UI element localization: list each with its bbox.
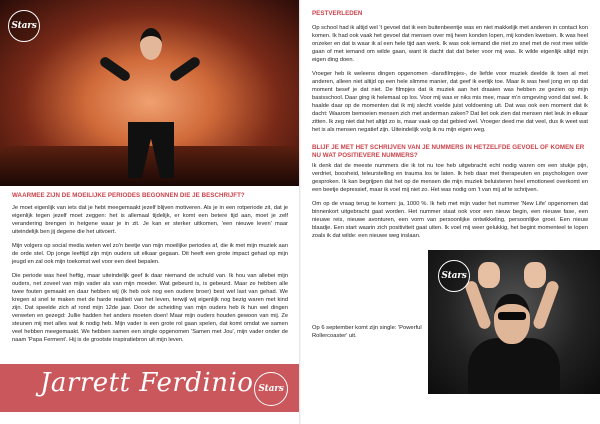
performer-figure bbox=[120, 28, 180, 178]
artist-name: Jarrett Ferdinio bbox=[40, 368, 254, 398]
paragraph: Je moet eigenlijk van iets dat je hebt meegemaakt jezelf blijven motiveren. Als je in een rotperiode zit, dat je eigenlijk tegen jezelf moet zeggen: het is allemaal tijdelijk, er komt een betere tijd aan, moet je zelf verandering brengen in hetgene waar je in zit. Je kan er sterker uitkomen, 'een nieuwe leven' maar uiteindelijk ben jij degene die het uitvoert. bbox=[12, 205, 288, 235]
stage-photo bbox=[0, 0, 300, 186]
paragraph: Die periode was heel heftig, maar uiteindelijk geef ik daar niemand de schuld van. Ik hou van allebei mijn ouders, net zoveel van mijn vader als van mijn moeder. Wat gebeurd is, is gebeurd. Maar ze hebben alle twee fouten gemaakt en daar hebben wij (ik heb ook nog een oudere broer) best wel last van gehad. We kregen al snel te maken met de harde realiteit van het leven, terwijl wij eigenlijk nog bezig waren met kind zijn. Dat speelde zich af rond mijn 12de jaar. Door de scheiding van mijn ouders heb ik hun wel dingen verweten en gezegd: Jullie hadden het anders moeten doen! Maar mijn ouders houden gewoon van mij. Ze steunen mij met alles wat ik nodig heb. Mijn vader is een grote rol gaan spelen, dat komt omdat we samen veel hebben meegemaakt. We hebben samen een single opgenomen 'Samen met Jou', mijn vader onder de naam 'Papa Ferment'. Hij is de grootste inspiratiebron uit mijn leven. bbox=[12, 273, 288, 343]
paragraph: Om op de vraag terug te komen: ja, 1000 %. Ik heb met mijn vader het nummer 'New Life' opgenomen dat binnenkort uitgebracht gaat worden. Het nummer staat ook voor een nieuw begin, een nieuwe fase, een nieuwe reis, nieuwe avonturen, een vorm van persoonlijke ontwikkeling, persoonlijke groei. Een nieuw blaadje. Een start waarin zich positiviteit gaat uiten. Ik voel mij weer gelukkig, het begint momenteel te lopen zoals ik dat wilde: een nieuwe weg inslaan. bbox=[312, 201, 588, 239]
article-body-right-bottom bbox=[312, 162, 588, 246]
right-page bbox=[300, 0, 600, 424]
paragraph: Vroeger heb ik weleens dingen opgenomen -dansfilmpjes-, de liefde voor muziek deelde ik toen al met anderen, alleen niet altijd op een hele slimme manier, dat geef ik eerlijk toe. Maar ik was heel jong en op dat moment besef je dat niet. De filmpjes dat ik muziek aan het draaien was hebben ze gezien op mijn basisschool. Daar ging ik helemaal op los. Voor mij was er niks mis mee, maar m'n omgeving vond dat wel. Ik haalde daar op de momenten dat ik mij slecht voelde juist voldoening uit. Dat was ook een moment dat ik dacht: Waarom bemoeien mensen zich met anderman zaken? Dat liet ook zien dat mensen niet leuk in elkaar zitten. Ik zeg niet dat het altijd zo is, maar vaak op dat gebied wel. Vroeger deed me dat veel, dus ik weet wat het is als mensen negatief zijn. Uiteindelijk volg ik nu mijn eigen weg. bbox=[312, 71, 588, 133]
question-heading-2: BLIJF JE MET HET SCHRIJVEN VAN JE NUMMERS IN HETZELFDE GEVOEL OF KOMEN ER NU WAT POSITIEVERE NUMMERS? bbox=[312, 144, 585, 159]
stars-logo-band: Stars bbox=[254, 372, 288, 406]
question-heading: WAARMEE ZIJN DE MOEILIJKE PERIODES BEGONNEN DIE JE BESCHRIJFT? bbox=[12, 192, 245, 199]
stars-logo-photo: Stars bbox=[438, 260, 470, 292]
article-body-left bbox=[12, 204, 288, 350]
portrait-photo bbox=[428, 250, 600, 394]
section-heading-pestverleden: PESTVERLEDEN bbox=[312, 10, 363, 17]
article-body-right-top bbox=[312, 24, 588, 140]
paragraph: Op school had ik altijd wel 't gevoel dat ik een buitenbeentje was en niet makkelijk met anderen in contact kon komen. Ik had ook vaak het gevoel dat mensen over mij heen konden lopen, mij konden kwetsen. Ik was heel onzeker en dat is waar ik al een hele tijd aan werk. Ik was ook iemand die niet zo snel met de rest mee wilde gaan of met iemand om wilde gaan, want ik dacht dat dat beter voor mij was. Ik wilde eigenlijk altijd mijn eigen ding doen. bbox=[312, 25, 588, 63]
stars-logo: Stars bbox=[8, 10, 40, 42]
paragraph: Mijn volgers op social media weten wel zo'n beetje van mijn moeilijke periodes af, die ik met mijn muziek aan de orde stel. Op jonge leeftijd zijn mijn ouders uit elkaar gegaan. Dit heeft een grote impact gehad op mijn jeugd en zal ook mijn toekomst wel voor een deel bepalen. bbox=[12, 243, 288, 265]
paragraph: Ik denk dat de meeste nummers die ik tot nu toe heb uitgebracht echt nodig waren om een stukje pijn, verdriet, boosheid, teleurstelling en trauma los te laten. Ik heb daar met therapeuten en psychologen over gesproken. Ik kan begrijpen dat het op de mensen die mijn muziek beluisteren heel emotioneel overkomt en een beetje depressief, maar ik voel mij niet zo. Het was nodig om 't van mij af te schrijven. bbox=[312, 163, 588, 193]
photo-caption: Op 6 september komt zijn single: 'Powerful Rollercoaster' uit. bbox=[312, 325, 422, 339]
